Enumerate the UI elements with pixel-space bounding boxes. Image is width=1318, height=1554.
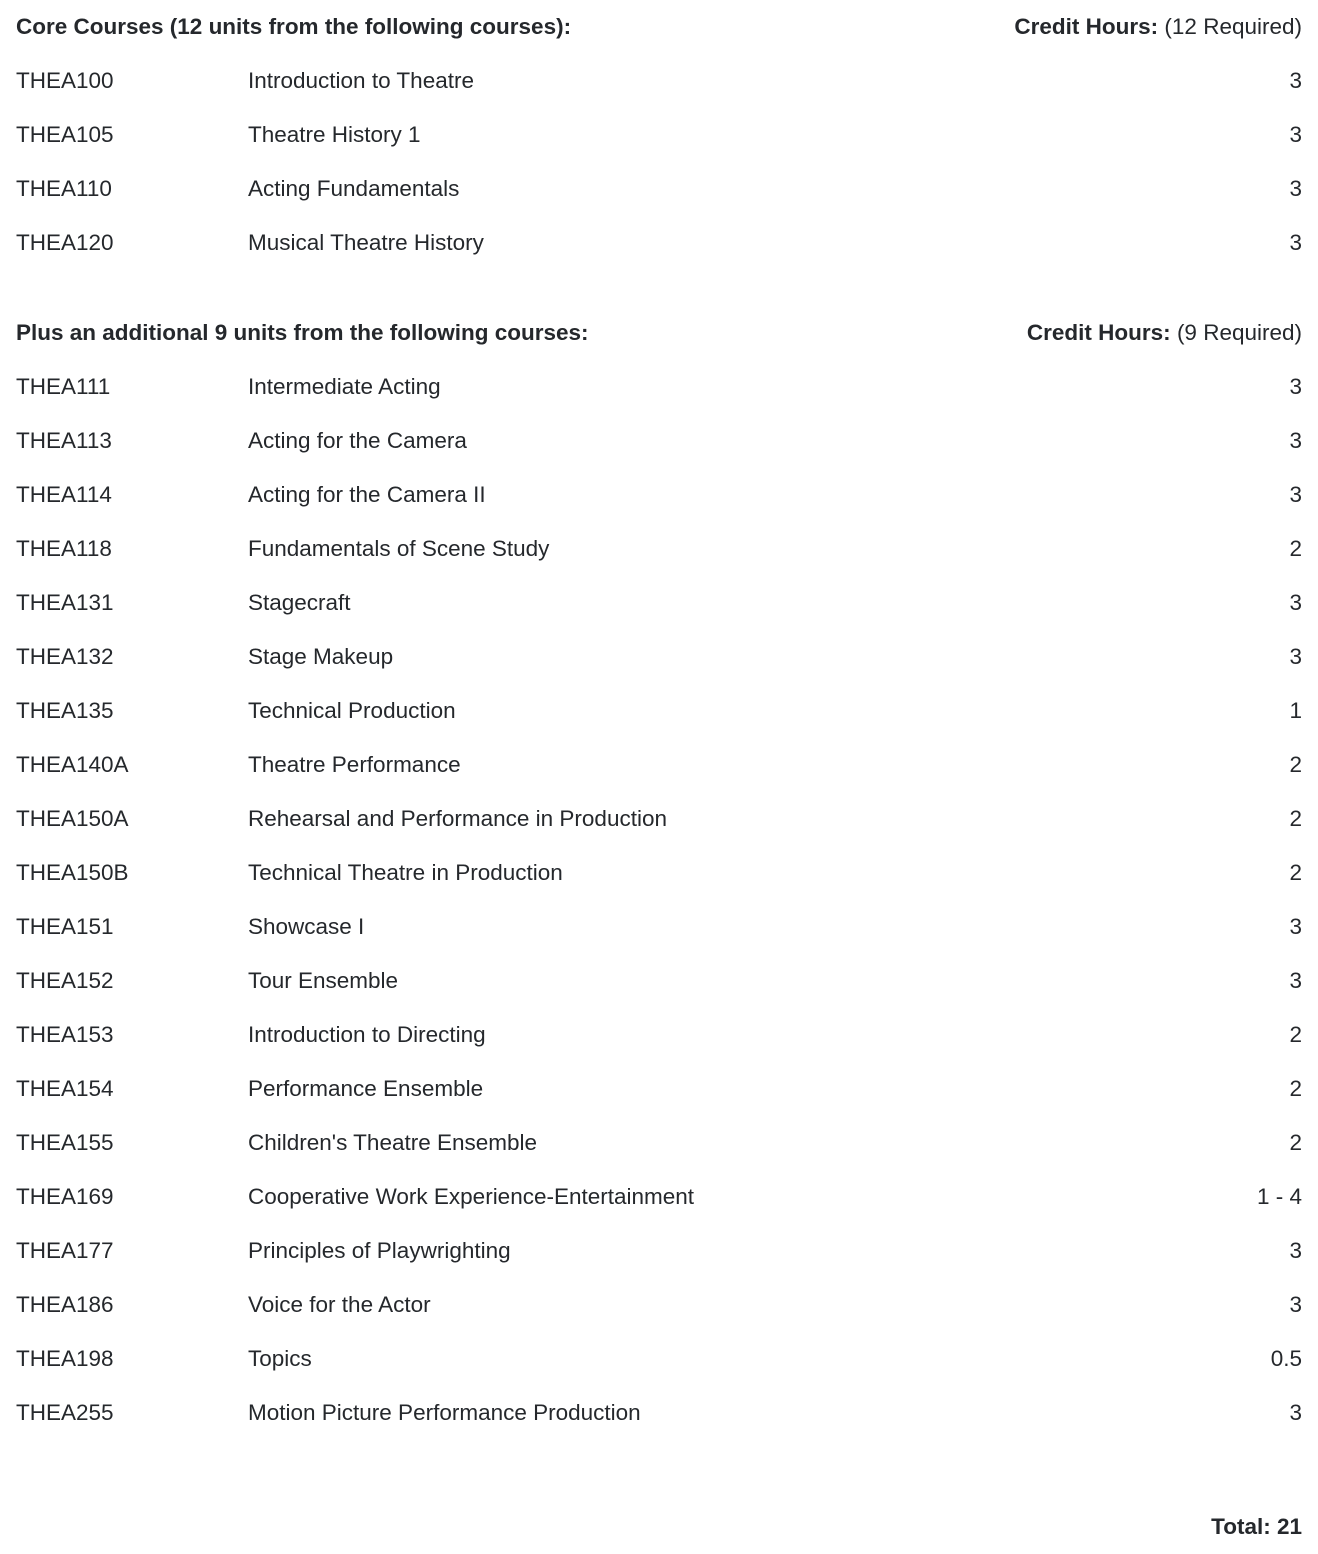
- course-row: [0, 630, 1318, 684]
- course-credits: 3: [1289, 428, 1302, 453]
- course-row: [0, 360, 1318, 414]
- course-code[interactable]: THEA151: [16, 914, 114, 939]
- course-title[interactable]: Introduction to Theatre: [248, 68, 474, 93]
- course-code[interactable]: THEA154: [16, 1076, 114, 1101]
- course-credits: 3: [1289, 68, 1302, 93]
- course-credits: 3: [1289, 374, 1302, 399]
- course-credits: 2: [1289, 1076, 1302, 1101]
- course-row: [0, 738, 1318, 792]
- course-title[interactable]: Cooperative Work Experience-Entertainment: [248, 1184, 695, 1209]
- course-code[interactable]: THEA150B: [16, 860, 129, 885]
- course-title[interactable]: Stagecraft: [248, 590, 351, 615]
- course-title[interactable]: Intermediate Acting: [248, 374, 441, 399]
- course-code[interactable]: THEA150A: [16, 806, 129, 831]
- course-credits: 2: [1289, 1130, 1302, 1155]
- course-row: [0, 1170, 1318, 1224]
- course-title[interactable]: Showcase I: [248, 914, 365, 939]
- course-title[interactable]: Technical Theatre in Production: [248, 860, 563, 885]
- course-row: [0, 216, 1318, 270]
- course-row: [0, 522, 1318, 576]
- course-title[interactable]: Stage Makeup: [248, 644, 394, 669]
- course-row: [0, 1332, 1318, 1386]
- course-title[interactable]: Acting for the Camera: [248, 428, 467, 453]
- course-row: [0, 576, 1318, 630]
- course-row: [0, 1062, 1318, 1116]
- section-title: Plus an additional 9 units from the following courses:: [16, 320, 589, 345]
- course-credits: 3: [1289, 230, 1302, 255]
- course-code[interactable]: THEA140A: [16, 752, 129, 777]
- course-credits: 3: [1289, 590, 1302, 615]
- course-code[interactable]: THEA100: [16, 68, 114, 93]
- course-code[interactable]: THEA120: [16, 230, 114, 255]
- course-credits: 3: [1289, 1400, 1302, 1425]
- course-credits: 3: [1289, 122, 1302, 147]
- section-title: Core Courses (12 units from the following courses):: [16, 14, 572, 39]
- course-row: [0, 846, 1318, 900]
- course-row: [0, 1224, 1318, 1278]
- course-title[interactable]: Rehearsal and Performance in Production: [248, 806, 667, 831]
- course-credits: 1 - 4: [1256, 1184, 1302, 1209]
- course-credits: 3: [1289, 644, 1302, 669]
- course-title[interactable]: Theatre Performance: [248, 752, 461, 777]
- total-label: Total: 21: [1211, 1514, 1302, 1539]
- course-row: [0, 1008, 1318, 1062]
- course-credits: 3: [1289, 482, 1302, 507]
- course-credits: 2: [1289, 860, 1302, 885]
- course-title[interactable]: Acting Fundamentals: [248, 176, 460, 201]
- course-title[interactable]: Introduction to Directing: [248, 1022, 486, 1047]
- course-credits: 3: [1289, 968, 1302, 993]
- course-row: [0, 1116, 1318, 1170]
- course-row: [0, 162, 1318, 216]
- course-credits: 3: [1289, 914, 1302, 939]
- course-title[interactable]: Children's Theatre Ensemble: [248, 1130, 538, 1155]
- credit-hours-label: Credit Hours:: [1026, 320, 1171, 345]
- course-credits: 3: [1289, 176, 1302, 201]
- course-code[interactable]: THEA113: [16, 428, 112, 453]
- total-spacer: [0, 1440, 1318, 1500]
- course-title[interactable]: Technical Production: [248, 698, 456, 723]
- course-code[interactable]: THEA255: [16, 1400, 114, 1425]
- course-row: [0, 108, 1318, 162]
- course-row: [0, 1386, 1318, 1440]
- section-gap: [0, 270, 1318, 306]
- course-credits: 3: [1289, 1238, 1302, 1263]
- course-row: [0, 468, 1318, 522]
- credit-hours-requirement: (9 Required): [1176, 320, 1302, 345]
- section-header: [0, 0, 1318, 54]
- course-code[interactable]: THEA177: [16, 1238, 114, 1263]
- total-row: [0, 1500, 1318, 1554]
- course-title[interactable]: Fundamentals of Scene Study: [248, 536, 550, 561]
- course-title[interactable]: Voice for the Actor: [248, 1292, 431, 1317]
- course-credits: 1: [1289, 698, 1302, 723]
- course-credits: 2: [1289, 1022, 1302, 1047]
- course-code[interactable]: THEA131: [16, 590, 114, 615]
- course-code[interactable]: THEA153: [16, 1022, 114, 1047]
- course-code[interactable]: THEA111: [16, 374, 111, 399]
- credit-hours-header: [1014, 0, 1302, 54]
- course-title[interactable]: Topics: [248, 1346, 312, 1371]
- course-code[interactable]: THEA114: [16, 482, 112, 507]
- course-title[interactable]: Motion Picture Performance Production: [248, 1400, 641, 1425]
- credit-hours-requirement: (12 Required): [1164, 14, 1302, 39]
- course-row: [0, 1278, 1318, 1332]
- course-row: [0, 54, 1318, 108]
- course-row: [0, 684, 1318, 738]
- requirement-section: [0, 0, 1318, 270]
- course-row: [0, 414, 1318, 468]
- course-credits: 2: [1289, 752, 1302, 777]
- course-title[interactable]: Theatre History 1: [248, 122, 421, 147]
- course-row: [0, 954, 1318, 1008]
- course-credits: 3: [1289, 1292, 1302, 1317]
- course-code[interactable]: THEA135: [16, 698, 114, 723]
- course-title[interactable]: Performance Ensemble: [248, 1076, 484, 1101]
- requirement-section: [0, 306, 1318, 1440]
- course-credits: 0.5: [1270, 1346, 1302, 1371]
- section-header: [0, 306, 1318, 360]
- course-title[interactable]: Principles of Playwrighting: [248, 1238, 511, 1263]
- course-code[interactable]: THEA105: [16, 122, 114, 147]
- course-code[interactable]: THEA118: [16, 536, 112, 561]
- course-code[interactable]: THEA169: [16, 1184, 114, 1209]
- course-code[interactable]: THEA155: [16, 1130, 114, 1155]
- credit-hours-label: Credit Hours:: [1014, 14, 1159, 39]
- course-title[interactable]: Acting for the Camera II: [248, 482, 486, 507]
- credit-hours-header: [1027, 306, 1302, 360]
- course-code[interactable]: THEA198: [16, 1346, 114, 1371]
- course-code[interactable]: THEA132: [16, 644, 114, 669]
- course-title[interactable]: Musical Theatre History: [248, 230, 484, 255]
- course-code[interactable]: THEA110: [16, 176, 112, 201]
- course-credits: 2: [1289, 536, 1302, 561]
- course-credits: 2: [1289, 806, 1302, 831]
- course-code[interactable]: THEA186: [16, 1292, 114, 1317]
- course-code[interactable]: THEA152: [16, 968, 114, 993]
- course-row: [0, 900, 1318, 954]
- course-row: [0, 792, 1318, 846]
- course-title[interactable]: Tour Ensemble: [248, 968, 399, 993]
